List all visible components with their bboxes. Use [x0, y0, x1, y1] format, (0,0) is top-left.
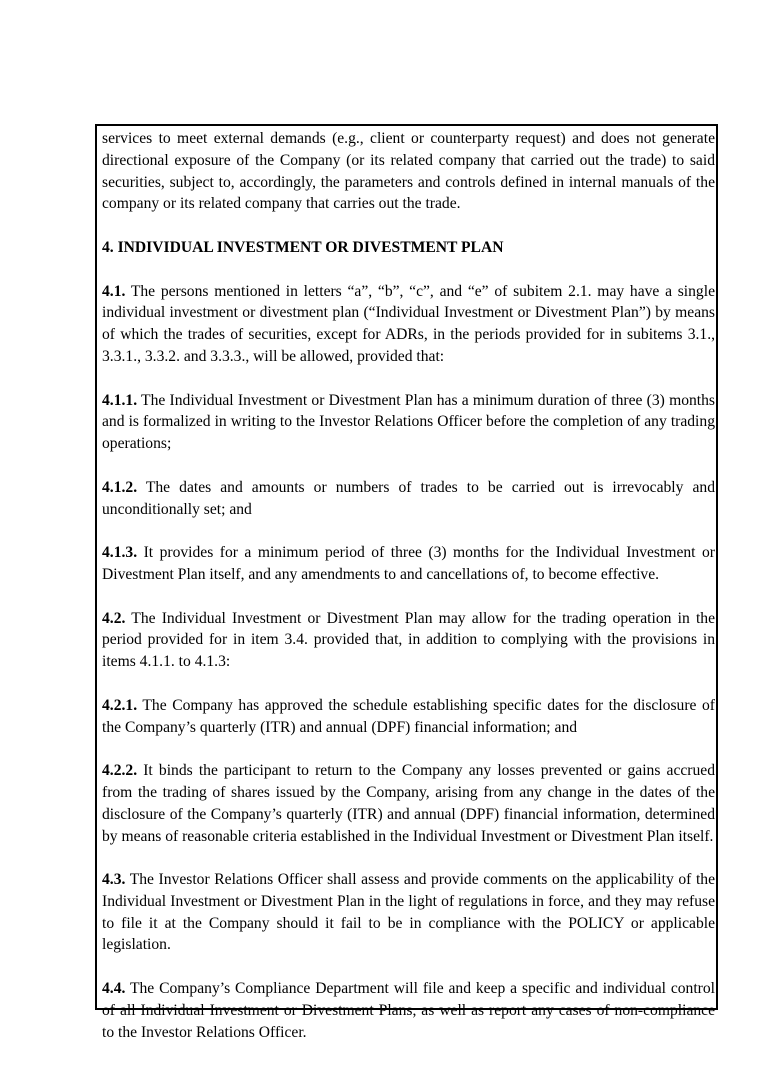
paragraph-4-1: [102, 281, 715, 368]
section-heading: 4. INDIVIDUAL INVESTMENT OR DIVESTMENT PLAN: [102, 238, 504, 256]
paragraph-4-2-1: [102, 695, 715, 739]
paragraph-text: The Company has approved the schedule establishing specific dates for the disclosure of the Company’s quarterly (ITR) and annual (DPF) financial information; and: [102, 696, 715, 736]
paragraph-number: 4.4.: [102, 980, 126, 998]
paragraph-number: 4.2.2.: [102, 762, 138, 780]
paragraph-4-1-3: [102, 542, 715, 586]
paragraph-text: The persons mentioned in letters “a”, “b”, “c”, and “e” of subitem 2.1. may have a single individual investment or divestment plan (“Individual Investment or Divestment Plan”) by means of which the trades of securities, except for ADRs, in the periods provided for in subitems 3.1., 3.3.1., 3.3.2. and 3.3.3., will be allowed, provided that:: [102, 282, 715, 365]
paragraph-4-2-2: [102, 760, 715, 847]
document-body: [102, 128, 715, 1065]
paragraph-number: 4.2.: [102, 609, 126, 627]
paragraph-text: The Individual Investment or Divestment Plan may allow for the trading operation in the period provided for in item 3.4. provided that, in addition to complying with the provisions in items 4.1.1. to 4.1.3:: [102, 609, 715, 671]
paragraph-number: 4.2.1.: [102, 696, 138, 714]
paragraph-4-4: [102, 978, 715, 1043]
paragraph-text: The Company’s Compliance Department will file and keep a specific and individual control of all Individual Investment or Divestment Plans, as well as report any cases of non-compliance to the Investor Relations Officer.: [102, 980, 715, 1041]
intro-paragraph: services to meet external demands (e.g., client or counterparty request) and does not generate directional exposure of the Company (or its related company that carried out the trade) to said securities, subject to, accordingly, the parameters and controls defined in internal manuals of the company or its related company that carries out the trade.: [102, 130, 715, 213]
paragraph-text: It binds the participant to return to the Company any losses prevented or gains accrued from the trading of shares issued by the Company, arising from any change in the dates of the disclosure of the Company’s quarterly (ITR) and annual (DPF) financial information, determined by means of reasonable criteria established in the Individual Investment or Divestment Plan itself.: [102, 762, 715, 845]
paragraph-text: It provides for a minimum period of three (3) months for the Individual Investment or Divestment Plan itself, and any amendments to and cancellations of, to become effective.: [102, 544, 715, 583]
paragraph-text: The Investor Relations Officer shall assess and provide comments on the applicability of the Individual Investment or Divestment Plan in the light of regulations in force, and they may refuse to file it at the Company should it fail to be in compliance with the POLICY or applicable legislation.: [102, 871, 715, 954]
paragraph-4-1-1: [102, 390, 715, 455]
paragraph-4-3: [102, 869, 715, 956]
paragraph-number: 4.1.1.: [102, 391, 138, 409]
paragraph-number: 4.1.: [102, 282, 126, 300]
paragraph-number: 4.1.2.: [102, 478, 138, 496]
paragraph-4-1-2: [102, 477, 715, 521]
paragraph-4-2: [102, 608, 715, 673]
paragraph-number: 4.1.3.: [102, 544, 138, 562]
paragraph-text: The dates and amounts or numbers of trades to be carried out is irrevocably and unconditionally set; and: [102, 478, 715, 518]
paragraph-number: 4.3.: [102, 871, 126, 889]
paragraph-text: The Individual Investment or Divestment Plan has a minimum duration of three (3) months and is formalized in writing to the Investor Relations Officer before the completion of any trading operations;: [102, 391, 715, 453]
